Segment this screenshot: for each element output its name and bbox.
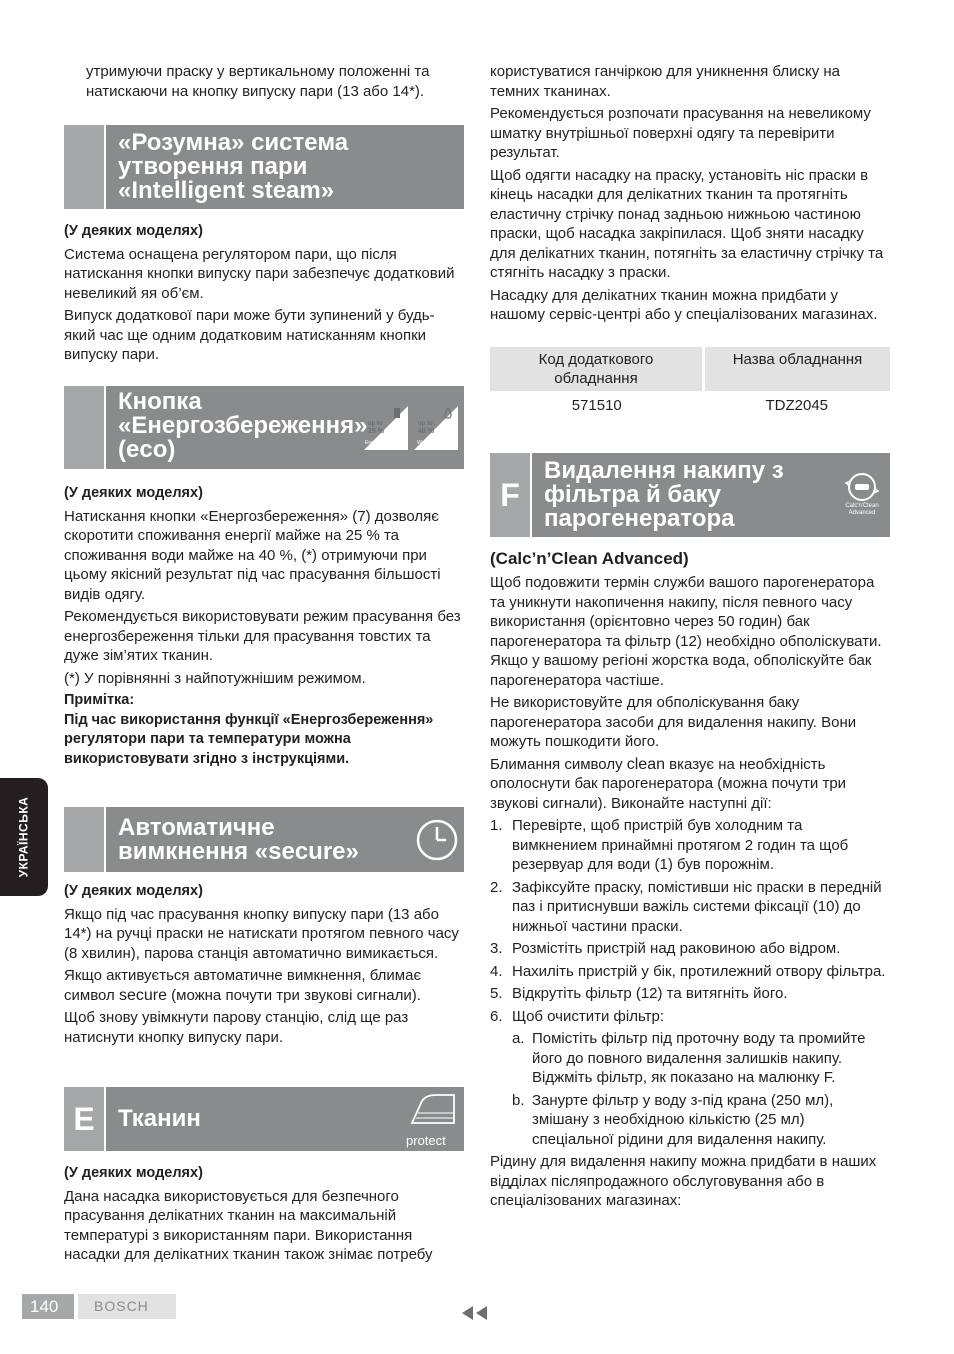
- language-label: УКРАЇНСЬКА: [16, 796, 31, 878]
- list-item: 1. Перевірте, щоб пристрій був холодним та вимкнением принаймні протягом 2 годин та щоб резервуар для води (1) був порожнім.: [490, 817, 849, 873]
- secure-symbol: secure: [118, 986, 167, 1004]
- paragraph: Щоб подовжити термін служби вашого парогенератора та уникнути накопичення накипу, після певного часу використання (орієнтовно через 50 годин) бак парогенератора та фільтр (12) необхідно обполіскувати. Якщо у вашому регіоні жорстка вода, обполіскуйте бак парогенератора частіше.: [490, 574, 882, 689]
- svg-text:40 %: 40 %: [418, 428, 434, 435]
- table-cell: TDZ2045: [765, 397, 829, 414]
- models-note: (У деяких моделях): [64, 485, 203, 501]
- svg-text:25 %: 25 %: [368, 428, 384, 435]
- water-saving-caption: Water Saving: [417, 440, 447, 446]
- paragraph: Рекомендується використовувати режим прасування без енергозбереження тільки для прасування товстих та дуже зім’ятих тканин.: [64, 608, 461, 664]
- list-item: 5. Відкрутіть фільтр (12) та витягніть його.: [490, 985, 788, 1002]
- paragraph: Якщо активується автоматичне вимкнення, блимає символ secure (можна почути три звукові сигнали).: [64, 967, 422, 1004]
- section-letter: E: [73, 1101, 95, 1137]
- section-title: Автоматичне вимкнення «secure»: [118, 814, 359, 865]
- section-header-secure: [64, 807, 464, 872]
- calc-clean-icon: [842, 471, 882, 503]
- paragraph: Рідину для видалення накипу можна придбати в наших відділах післяпродажного обслуговування або в спеціалізованих магазинах:: [490, 1153, 877, 1209]
- svg-text:up to: up to: [418, 421, 433, 427]
- list-item: 3. Розмістіть пристрій над раковиною або відром.: [490, 940, 841, 957]
- sub-list-item: b. Занурте фільтр у воду з-під крана (250 мл), змішану з необхідною кількістю (25 мл) спеціальної рідини для видалення накипу.: [512, 1091, 834, 1148]
- section-header-descaling: [490, 453, 890, 537]
- section-title: Кнопка «Енергозбереження» (eco): [118, 388, 368, 463]
- steps-list: [490, 816, 890, 1149]
- models-note: (У деяких моделях): [64, 1165, 203, 1181]
- header-tab: [64, 125, 106, 209]
- list-item: 2. Зафіксуйте праску, помістивши ніс праски в передній паз і притиснувши важіль системи фіксації (10) до нижньої частини праски.: [490, 878, 882, 935]
- models-note: (У деяких моделях): [64, 883, 203, 899]
- right-column-top: [490, 62, 890, 328]
- section-body-eco: [64, 484, 464, 772]
- intro-paragraph: [86, 62, 464, 104]
- paragraph: Не використовуйте для обполіскування баку парогенератора засоби для видалення накипу. Вони можуть пошкодити його.: [490, 694, 857, 750]
- protect-label: protect: [406, 1133, 446, 1148]
- paragraph: Насадку для делікатних тканин можна придбати у нашому сервіс-центрі або у спеціалізованих магазинах.: [490, 286, 878, 323]
- header-tab: [64, 807, 106, 872]
- footnote: (*) У порівнянні з найпотужнішим режимом.: [64, 669, 366, 687]
- table-header-code: Код додаткового обладнання: [490, 347, 704, 391]
- section-body-descaling: [490, 548, 890, 1214]
- paragraph: Блимання символу clean вказує на необхідність ополоснути бак парогенератора (можна почути три звукові сигнали). Виконайте наступні дії:: [490, 755, 847, 812]
- paragraph: Щоб одягти насадку на праску, установіть ніс праски в кінець насадки для делікатних тканин та протягніть еластичну стрічку понад задньою нижньою частиною праски, щоб насадка закріпилася. Щоб зняти насадку для делікатних тканин, потягніть за еластичну стрічку та стягніть насадку з праски.: [490, 166, 884, 281]
- calc-clean-caption: Calc'n'Clean Advanced: [845, 503, 879, 516]
- brand-label: BOSCH: [78, 1294, 176, 1319]
- section-body-secure: [64, 882, 464, 1050]
- energy-saving-caption: Energy Saving: [365, 440, 398, 446]
- energy-water-saving-icon: [364, 404, 460, 454]
- section-header-fabrics: [64, 1087, 464, 1151]
- section-body-fabrics: [64, 1164, 464, 1268]
- sub-list-item: a. Помістіть фільтр під проточну воду та промийте його до повного видалення залишків накипу. Віджміть фільтр, як показано на малюнку F.: [512, 1030, 866, 1086]
- paragraph: Система оснащена регулятором пари, що після натискання кнопки випуску пари забезпечує додатковий невеликий яя об’єм.: [64, 245, 455, 302]
- note-label: Примітка:: [64, 692, 135, 708]
- table-header-name: Назва обладнання: [704, 347, 891, 391]
- svg-text:up to: up to: [368, 421, 383, 427]
- models-note: (У деяких моделях): [64, 223, 203, 239]
- section-header-eco: [64, 386, 464, 469]
- note-text: Під час використання функції «Енергозбереження» регулятори пари та температури можна використовувати згідно з інструкціями.: [64, 711, 434, 767]
- accessory-table: [490, 347, 890, 416]
- list-item: 6. Щоб очистити фільтр:: [490, 1007, 664, 1025]
- back-arrows-icon[interactable]: [462, 1306, 490, 1320]
- page-number: 140: [22, 1294, 74, 1319]
- clock-icon: [414, 817, 460, 863]
- intro-text: утримуючи праску у вертикальному положенні та натискаючи на кнопку випуску пари (13 або 14*).: [86, 63, 430, 100]
- clean-symbol: clean: [626, 755, 665, 773]
- language-tab: [0, 778, 48, 896]
- section-title: Видалення накипу з фільтра й баку парогенератора: [544, 457, 784, 532]
- paragraph: Якщо під час прасування кнопку випуску пари (13 або 14*) на ручці праски не натискати протягом певного часу (8 хвилин), парова станція автоматично вимикається.: [64, 905, 459, 962]
- iron-protect-icon: [408, 1093, 460, 1127]
- paragraph: Випуск додаткової пари може бути зупинений у будь-який час ще одним додатковим натисканням кнопки випуску пари.: [64, 307, 435, 363]
- section-letter: F: [500, 477, 520, 513]
- paragraph: користуватися ганчіркою для уникнення блиску на темних тканинах.: [490, 63, 841, 100]
- section-title: Тканин: [118, 1105, 201, 1132]
- header-tab: [64, 386, 106, 469]
- paragraph: Натискання кнопки «Енергозбереження» (7) дозволяє скоротити споживання енергії майже на 25 % та споживання води майже на 40 %, (*) отримуючи при цьому якісний результат під час прасування більшості видів одягу.: [64, 507, 441, 603]
- section-subtitle: (Calc’n’Clean Advanced): [490, 549, 689, 568]
- section-header-intelligent-steam: [64, 125, 464, 209]
- list-item: 4. Нахиліть пристрій у бік, протилежний отвору фільтра.: [490, 962, 886, 980]
- paragraph: Рекомендується розпочати прасування на невеликому шматку внутрішньої поверхні одягу та перевірити результат.: [490, 105, 871, 161]
- paragraph: Щоб знову увімкнути парову станцію, слід ще раз натиснути кнопку випуску пари.: [64, 1009, 409, 1046]
- paragraph: Дана насадка використовується для безпечного прасування делікатних тканин на максимальній температурі з використанням пари. Використання насадки для делікатних тканин також знімає потребу: [64, 1187, 433, 1263]
- section-title: «Розумна» система утворення пари «Intelligent steam»: [118, 129, 349, 204]
- table-cell: 571510: [571, 397, 622, 414]
- section-body-intelligent-steam: [64, 222, 464, 368]
- table-row: [490, 391, 890, 416]
